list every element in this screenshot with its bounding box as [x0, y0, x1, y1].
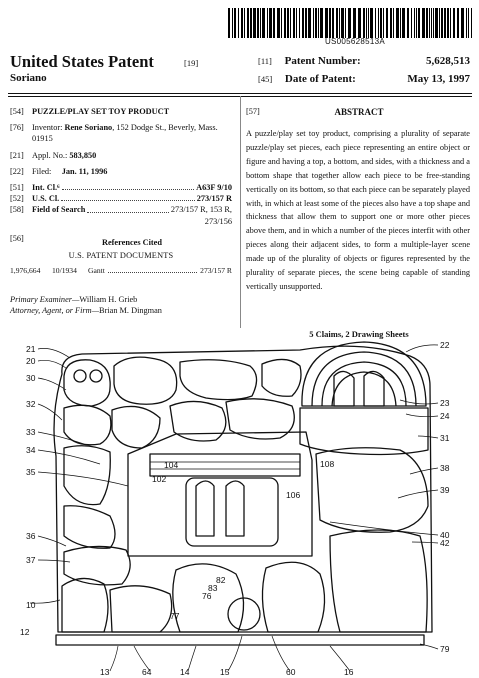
barcode-bar: [287, 8, 289, 38]
bird-piece: [262, 359, 301, 396]
monkey-piece: [112, 406, 160, 448]
ref-numeral-right: 23: [440, 398, 450, 408]
ref-numeral-left: 33: [26, 427, 36, 437]
barcode-bar: [386, 8, 388, 38]
barcode-bar: [308, 8, 311, 38]
inventor-row-code: [76]: [10, 123, 24, 133]
ref-numeral-right: 39: [440, 485, 450, 495]
title-row: [10, 106, 232, 117]
barcode-bar: [450, 8, 451, 38]
ref-numeral-right: 40: [440, 530, 450, 540]
barcode-bar: [329, 8, 331, 38]
lion-piece-bottom: [262, 562, 324, 632]
barcode-bar: [441, 8, 443, 38]
ref-numeral-bottom: 60: [286, 667, 296, 677]
barcode-bar: [400, 8, 401, 38]
patent-number-row: [258, 55, 470, 67]
header-rule: [8, 93, 472, 94]
barcode-bar: [290, 8, 291, 38]
dog-piece: [64, 506, 115, 549]
barcode-bar: [277, 8, 280, 38]
barcode-bar: [368, 8, 369, 38]
appl-number: 583,850: [69, 150, 97, 160]
elephant-piece-large: [330, 530, 427, 632]
patent-title: PUZZLE/PLAY SET TOY PRODUCT: [32, 107, 170, 116]
owl-eye-right: [90, 370, 102, 382]
abstract-code: [57]: [246, 107, 260, 116]
column-divider: [240, 96, 241, 328]
owl-piece: [64, 360, 110, 406]
barcode-bar: [393, 8, 394, 38]
elephant-piece-small: [114, 357, 177, 404]
date-label: Date of Patent:: [284, 73, 356, 85]
reference-row: [10, 265, 232, 276]
abstract-text: A puzzle/play set toy product, comprising a plurality of separate puzzle/play set pieces, each piece representing an entire object or figure and having a top, a bottom, and sides, with a thickness and a bottom shape that together allow each piece to be free-standing vertically on its bottom, so that each piece can be separately played with, in which at least some of the pieces also have a top shape and thickness that allow them to support one or more other pieces above them, and in which a number of the pieces interfit with other pieces along their adjacent sides, to form a multiple-layer scene made up of the plurality of objects or figures represented by the plurality of separate pieces, the scene being capable of standing vertically unsupported.: [246, 129, 470, 291]
title-row-code: [54]: [10, 107, 24, 116]
barcode-bar: [380, 8, 382, 38]
barcode-bar: [471, 8, 472, 38]
barcode-bar: [375, 8, 376, 38]
refs-title: References Cited: [102, 237, 162, 247]
search-value: 273/157 R, 153 R,: [170, 205, 232, 215]
intcl-row-code: [51]: [10, 183, 24, 193]
pig-piece: [64, 546, 130, 584]
ref-numeral-right: 42: [440, 538, 450, 548]
ref-date: 10/1934: [52, 266, 77, 276]
intcl-row: [10, 182, 232, 193]
appl-row: [10, 150, 232, 161]
barcode-bar: [313, 8, 314, 38]
barcode-bar: [431, 8, 432, 38]
barcode-bar: [325, 8, 328, 38]
ref-numeral-inner: 82: [216, 575, 226, 585]
ref-numeral-inner: 77: [170, 611, 180, 621]
ref-numeral-left: 36: [26, 531, 36, 541]
barcode-bar: [366, 8, 367, 38]
patent-number-code: [11]: [258, 56, 272, 66]
barcode-bar: [241, 8, 243, 38]
barcode-bar: [390, 8, 392, 38]
refs-row-code: [56]: [10, 233, 24, 243]
ref-numeral-right: 38: [440, 463, 450, 473]
publication-number: US005628513A: [324, 37, 386, 46]
attorney-label: Attorney, Agent, or Firm—: [10, 306, 100, 315]
barcode-bar: [244, 8, 245, 38]
barcode-bar: [378, 8, 379, 38]
barcode-bar: [273, 8, 275, 38]
barcode-bar: [260, 8, 261, 38]
barcode-bar: [466, 8, 467, 38]
barcode-bar: [353, 8, 356, 38]
ref-numeral-bottom: 15: [220, 667, 230, 677]
inventor-address: , 152 Dodge St., Beverly, Mass. 01915: [32, 123, 218, 144]
zebra-left: [334, 371, 354, 406]
ref-numeral-right: 31: [440, 433, 450, 443]
barcode-bar: [444, 8, 446, 38]
uscl-value: 273/157 R: [196, 194, 232, 204]
document-title: United States Patent: [10, 52, 154, 71]
barcode-bar: [358, 8, 361, 38]
barcode-bar: [383, 8, 384, 38]
ref-numeral-inner: 83: [208, 583, 218, 593]
barcode-bar: [461, 8, 464, 38]
abstract-heading: [246, 107, 472, 117]
ref-numeral-left: 20: [26, 356, 36, 366]
ref-numeral-left: 10: [26, 600, 36, 610]
search-value-cont: 273/156: [204, 216, 232, 226]
barcode-bar: [267, 8, 268, 38]
title-code: [19]: [184, 58, 199, 68]
barcode-bar: [345, 8, 346, 38]
ref-numeral-right: 22: [440, 340, 450, 350]
ark-hull: [128, 432, 312, 556]
ref-number: 1,976,664: [10, 266, 41, 276]
ref-numeral-left: 32: [26, 399, 36, 409]
barcode-bar: [315, 8, 317, 38]
refs-subtitle: U.S. PATENT DOCUMENTS: [68, 251, 174, 261]
filed-row: [10, 166, 232, 177]
barcode-bar: [468, 8, 469, 38]
barcode-bar: [457, 8, 459, 38]
ref-class: 273/157 R: [200, 266, 232, 276]
crocodile-piece: [180, 360, 257, 400]
barcode-bar: [269, 8, 272, 38]
sheep-piece-1: [170, 401, 226, 441]
barcode-bar: [296, 8, 297, 38]
barcode-bar: [228, 8, 230, 38]
owl-eye-left: [74, 370, 86, 382]
search-row-code: [58]: [10, 205, 24, 215]
ref-numeral-inner: 76: [202, 591, 212, 601]
filed-label: Filed:: [32, 166, 52, 176]
filed-date: Jan. 11, 1996: [61, 166, 108, 176]
barcode-bar: [336, 8, 338, 38]
barcode-bar: [339, 8, 340, 38]
barcode-bar: [253, 8, 256, 38]
barcode-bar: [318, 8, 319, 38]
ref-numeral-bottom: 16: [344, 667, 354, 677]
barcode-bar: [429, 8, 430, 38]
date-row: [258, 73, 470, 85]
barcode-bar: [234, 8, 236, 38]
barcode-bar: [435, 8, 438, 38]
uscl-label: U.S. Cl.: [32, 194, 60, 204]
ref-numeral-left: 34: [26, 445, 36, 455]
barcode-bar: [363, 8, 365, 38]
barcode-bar: [453, 8, 455, 38]
barcode-bar: [293, 8, 295, 38]
barcode-bar: [402, 8, 405, 38]
ref-numeral-left: 12: [20, 627, 30, 637]
date-code: [45]: [258, 74, 273, 84]
attorney-name: Brian M. Dingman: [99, 306, 162, 315]
ref-numeral-left: 35: [26, 467, 36, 477]
window-animal-right: [226, 481, 244, 536]
bear-piece: [64, 405, 111, 444]
barcode-bar: [418, 8, 420, 38]
barcode-bar: [447, 8, 449, 38]
ref-numeral-bottom: 13: [100, 667, 110, 677]
bibliographic-data: [10, 106, 232, 276]
ref-numeral-left: 37: [26, 555, 36, 565]
ref-numeral-right: 79: [440, 644, 450, 654]
intcl-value: A63F 9/10: [196, 183, 232, 193]
barcode-bar: [396, 8, 399, 38]
barcode-bar: [411, 8, 412, 38]
inventor-surname: Soriano: [10, 72, 47, 84]
barcode-bar: [332, 8, 334, 38]
intcl-label: Int. Cl.⁶: [32, 183, 60, 193]
ref-numeral-right: 24: [440, 411, 450, 421]
patent-date: May 13, 1997: [407, 73, 470, 85]
penguin-piece: [62, 578, 108, 632]
barcode-bar: [305, 8, 307, 38]
barcode-bar: [433, 8, 434, 38]
barcode: [228, 8, 472, 38]
patent-number: 5,628,513: [426, 55, 470, 67]
barcode-bar: [348, 8, 351, 38]
refs-row: [10, 233, 232, 250]
inventor-name: Rene Soriano: [64, 123, 113, 133]
appl-label: Appl. No.:: [32, 150, 68, 160]
barcode-bar: [320, 8, 323, 38]
barcode-bar: [407, 8, 409, 38]
turtle-piece: [110, 586, 172, 632]
ref-numeral-bottom: 64: [142, 667, 152, 677]
ref-numeral-inner: 104: [164, 460, 179, 470]
window-animal-left: [196, 481, 214, 536]
ref-numeral-inner: 102: [152, 474, 167, 484]
search-row: [10, 204, 232, 215]
barcode-bar: [422, 8, 425, 38]
abstract-title: ABSTRACT: [334, 107, 384, 117]
barcode-bar: [281, 8, 282, 38]
ref-numeral-inner: 108: [320, 459, 335, 469]
filed-row-code: [22]: [10, 166, 24, 176]
ref-numeral-left: 21: [26, 344, 36, 354]
inventor-label: Inventor:: [32, 123, 63, 133]
claims-summary: 5 Claims, 2 Drawing Sheets: [309, 329, 409, 339]
barcode-bar: [232, 8, 233, 38]
barcode-bar: [284, 8, 286, 38]
ref-numeral-bottom: 14: [180, 667, 190, 677]
barcode-bar: [257, 8, 259, 38]
examiner-label: Primary Examiner—: [10, 295, 80, 304]
barcode-bar: [299, 8, 300, 38]
barcode-bar: [414, 8, 415, 38]
barcode-bar: [416, 8, 417, 38]
appl-row-code: [21]: [10, 150, 24, 160]
patent-drawing: [0, 336, 479, 678]
barcode-bar: [238, 8, 239, 38]
examiner-block: [10, 294, 235, 316]
inventor-row: [10, 122, 232, 144]
barcode-bar: [247, 8, 249, 38]
uscl-row-code: [52]: [10, 194, 24, 204]
ref-numeral-inner: 106: [286, 490, 301, 500]
barcode-bar: [262, 8, 265, 38]
barcode-bar: [439, 8, 440, 38]
examiner-name: William H. Grieb: [79, 295, 138, 304]
uscl-row: [10, 193, 232, 204]
barcode-bar: [341, 8, 344, 38]
ref-name: Gantt: [88, 266, 105, 276]
patent-number-label: Patent Number:: [284, 55, 361, 67]
barcode-bar: [302, 8, 304, 38]
barcode-bar: [426, 8, 428, 38]
search-label: Field of Search: [32, 205, 86, 215]
barcode-bar: [250, 8, 252, 38]
ref-numeral-left: 30: [26, 373, 36, 383]
barcode-bar: [370, 8, 373, 38]
